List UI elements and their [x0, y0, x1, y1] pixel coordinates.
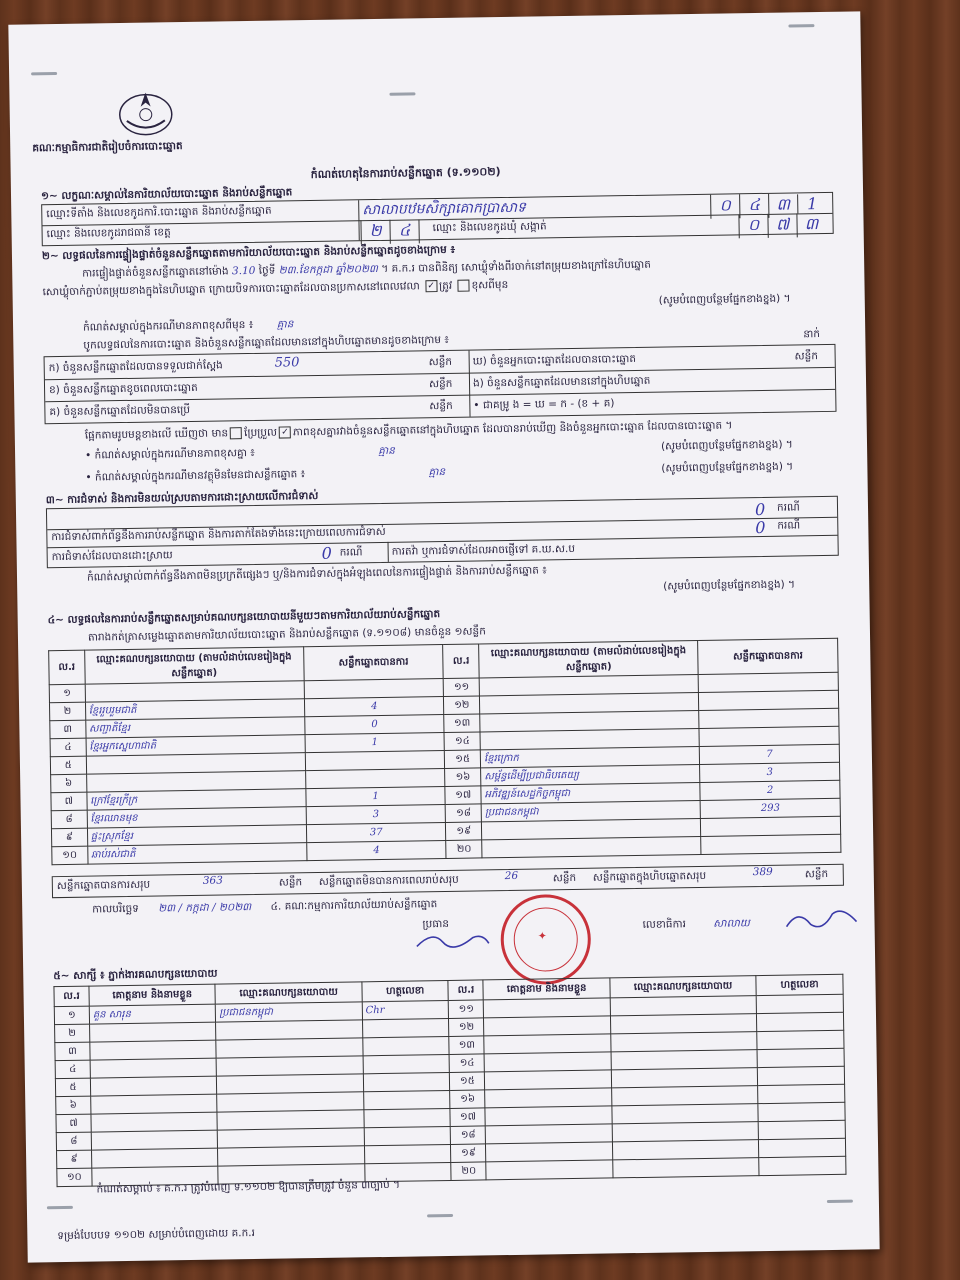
witness-signature: [758, 1084, 845, 1103]
row-number: ៣: [50, 720, 86, 739]
row-number: ១១: [444, 678, 480, 697]
location-value: សាលាបឋមសិក្សាគោកប្រាសាទ: [362, 199, 527, 219]
lock-line: សោឃ្លុំចាក់ភ្ជាប់តម្រុយខាងក្នុងនៃហិបឆ្នោត ក្រោយបិទការបោះឆ្នោតដែលបានប្រកាសនៅពេលវេលា ✓ ត្រូវ ខុសពីមុន: [42, 278, 509, 299]
witness-party: [610, 996, 757, 1016]
witness-signature: [364, 1126, 451, 1145]
section4-heading: ៤~ លទ្ធផលនៃការរាប់សន្លឹកឆ្នោតសម្រាប់គណបក្សនយោបាយនីមួយៗតាមការិយាល័យរាប់សន្លឹកឆ្នោត: [47, 608, 441, 627]
vote-count: 1: [305, 733, 445, 753]
row-number: ១២: [449, 1018, 484, 1037]
witness-party: [612, 1122, 759, 1142]
form-paper: គណៈកម្មាធិការជាតិរៀបចំការបោះឆ្នោត កំណត់ហេតុនៃការរាប់សន្លឹកឆ្នោត (ទ.១១០២) ១~ លក្ខណៈសម្គាល់នៃការិយាល័យបោះឆ្នោត និងរាប់សន្លឹកឆ្នោត ឈ្មោះទីតាំង និងលេខកូដការិ.បោះឆ្នោត និងរាប់សន្លឹកឆ្នោត សាលាបឋមសិក្សាគោកប្រាសាទ ឈ្មោះ និងលេខកូដរាជធានី ខេត្ត ០ ៤ ៣ 1 ០ ៧ ៣ ២ ៤ ឈ្មោះ និងលេខកូដឃុំ សង្កាត់ ២~ លទ្ធផលនៃការផ្ទៀងផ្ទាត់ចំនួនសន្លឹកឆ្នោតតាមការិយាល័យបោះឆ្នោត និងរាប់សន្លឹកឆ្នោតដូចខាងក្រោម ៖ ការផ្ទៀងផ្ទាត់ចំនួនសន្លឹកឆ្នោតនៅម៉ោង 3.10 ថ្ងៃទី ២៣.ខែកក្កដា ឆ្នាំ២០២៣ ។ គ.ក.រ បានពិនិត្យ សោឃ្លុំទាំងពីរចាក់នៅតម្រុយខាងក្រៅនៃហិបឆ្នោត សោឃ្លុំចាក់ភ្ជាប់តម្រុយខាងក្នុងនៃហិបឆ្នោត ក្រោយបិទការបោះឆ្នោតដែលបានប្រកាសនៅពេលវេលា ✓ ត្រូវ ខុសពីមុន (សូមបំពេញបន្ថែមផ្នែកខាងខ្នង) ។ កំណត់សម្គាល់ក្នុងករណីមានភាពខុសពីមុន ៖ គ្មាន បូកលទ្ធផលនៃការបោះឆ្នោត និងចំនួនសន្លឹកឆ្នោតដែលមាននៅក្នុងហិបឆ្នោតមានដូចខាងក្រោម ៖ នាក់ ក) ចំនួនសន្លឹកឆ្នោតដែលបានទទួលជាក់ស្តែង 550 សន្លឹក ខ) ចំនួនសន្លឹកឆ្នោតខូចពេលបោះឆ្នោត សន្លឹក គ) ចំនួនសន្លឹកឆ្នោតដែលមិនបានប្រើ សន្លឹក ឃ) ចំនួនអ្នកបោះឆ្នោតដែលបានបោះឆ្នោត សន្លឹក ង) ចំនួនសន្លឹកឆ្នោតដែលមាននៅក្នុងហិបឆ្នោត • ជាគម្រូ ង = ឃ = ក - (ខ + គ) ផ្អែកតាមរូបមន្តខាងលើ ឃើញថា មាន ប្រែប្រួល ✓ ភាពខុសគ្នារវាងចំនួនសន្លឹកឆ្នោតនៅក្នុងហិបឆ្នោត ដែលបានរាប់ឃើញ និងចំនួនអ្នកបោះឆ្នោត ដែលបានបោះឆ្នោត ។ • កំណត់សម្គាល់ក្នុងករណីមានភាពខុសគ្នា ៖ គ្មាន (សូមបំពេញបន្ថែមផ្នែកខាងខ្នង) ។ • កំណត់សម្គាល់ក្នុងករណីមានវត្ថុមិនមែនជាសន្លឹកឆ្នោត ៖ គ្មាន (សូមបំពេញបន្ថែមផ្នែកខាងខ្នង) ។ ៣~ ការជំទាស់ និងការមិនយល់ស្របតាមការដោះស្រាយលើការជំទាស់ ការជំទាស់ពាក់ព័ន្ធនឹងការរាប់សន្លឹកឆ្នោត និងការតាក់តែងទាំងនេះក្រោយពេលការជំទាស់ 0 ករណី 0 ករណី ការជំទាស់ដែលបានដោះស្រាយ 0 ករណី ការតវ៉ា ឬការជំទាស់ដែលអាចផ្ញើទៅ គ.ឃ.ស.ប កំណត់សម្គាល់ពាក់ព័ន្ធនឹងភាពមិនប្រក្រតីផ្សេងៗ ឬ/និងការជំទាស់ក្នុងអំឡុងពេលនៃការផ្ទៀងផ្ទាត់ និងការរាប់សន្លឹកឆ្នោត ៖ (សូមបំពេញបន្ថែមផ្នែកខាងខ្នង) ។ ៤~ លទ្ធផលនៃការរាប់សន្លឹកឆ្នោតសម្រាប់គណបក្សនយោបាយនីមួយៗតាមការិយាល័យរាប់សន្លឹកឆ្នោត តារាងកត់ត្រាសម្លេងឆ្នោតតាមការិយាល័យបោះឆ្នោត និងរាប់សន្លឹកឆ្នោត (ទ.១១០៨) មានចំនួន ១សន្លឹក ល.រ ឈ្មោះគណបក្សនយោបាយ (តាមលំដាប់លេខរៀងក្នុងសន្លឹកឆ្នោត) សន្លឹកឆ្នោតបានការ ល.រ ឈ្មោះគណបក្សនយោបាយ (តាមលំដាប់លេខរៀងក្នុងសន្លឹកឆ្នោត) សន្លឹកឆ្នោតបានការ ១ ១១ ២ ខ្មែររួបរួមជាតិ 4 ១២ ៣ សញ្ជាតិខ្មែរ 0 ១៣ ៤ ខ្មែរអ្នកស្នេហាជាតិ 1 ១៤ ៥ ១៥ ខ្មែរក្រោក 7 ៦ ១៦ សម្ព័ន្ធដើម្បីប្រជាធិបតេយ្យ 3 ៧ ក្រៅខ្មែរក្រីក្រ 1 ១៧ អភិវឌ្ឍន៍សេដ្ឋកិច្ចកម្ពុជា 2 ៨ ខ្មែរឈានមុខ 3 ១៨ ប្រជាជនកម្ពុជា 293 ៩ ផ្ទះស្រុកខ្មែរ 37 ១៩ ១០ ឆាប់រស់ជាតិ 4 ២០ សន្លឹកឆ្នោតបានការសរុប 363 សន្លឹក សន្លឹកឆ្នោតមិនបានការពេលរាប់សរុប 26 សន្លឹក សន្លឹកឆ្នោតក្នុងហិបឆ្នោតសរុប 389 សន្លឹក កាលបរិច្ឆេទ ២៣ / កក្កដា / ២០២៣ ៤. គណៈកម្មការការិយាល័យរាប់សន្លឹកឆ្នោត ប្រធាន ✦ លេខាធិការ សាលាយ ៥~ សាក្សី ៖ ភ្នាក់ងារគណបក្សនយោបាយ ល.រ គោត្តនាម និងនាមខ្លួន ឈ្មោះគណបក្សនយោបាយ ហត្ថលេខា ល.រ គោត្តនាម និងនាមខ្លួន ឈ្មោះគណបក្សនយោបាយ ហត្ថលេខា ១ គួន សារុន ប្រជាជនកម្ពុជា Chr ១១ ២ ១២ ៣ ១៣ ៤ ១៤ ៥ ១៥ ៦ ១៦ ៧ ១៧ ៨ ១៨ ៩ ១៩ ១០ ២០ កំណត់សម្គាល់ ៖ គ.ក.រ ត្រូវបំពេញ ទ.១១០២ ឱ្យបានត្រឹមត្រូវ ចំនួន ៣ច្បាប់ ។ ទម្រង់បែបបទ ១១០២ សម្រាប់បំពេញដោយ គ.ក.រ: [8, 11, 879, 1262]
secretary-line: លេខាធិការ សាលាយ: [642, 917, 750, 931]
witness-name: [484, 998, 611, 1018]
result-intro: បូកលទ្ធផលនៃការបោះឆ្នោត និងចំនួនសន្លឹកឆ្នោតដែលមាននៅក្នុងហិបឆ្នោតមានដូចខាងក្រោម ៖: [83, 333, 450, 352]
row-number: ៦: [56, 1096, 91, 1115]
row-number: ១២: [444, 696, 480, 715]
row-number: ៧: [51, 792, 87, 811]
row-number: ១៦: [445, 768, 481, 787]
witness-signature: [758, 1120, 845, 1139]
totals-row: សន្លឹកឆ្នោតបានការសរុប 363 សន្លឹក សន្លឹកឆ្នោតមិនបានការពេលរាប់សរុប 26 សន្លឹក សន្លឹកឆ្នោតក្នុងហិបឆ្នោតសរុប 389 សន្លឹក: [52, 864, 844, 898]
vote-count: 7: [700, 744, 840, 764]
witness-name: [486, 1142, 613, 1162]
vote-count: 0: [305, 715, 445, 735]
vote-count: [305, 769, 445, 789]
vote-count: [699, 690, 839, 710]
row-number: ១៥: [445, 750, 481, 769]
witness-party: [612, 1104, 759, 1124]
location-label: ឈ្មោះទីតាំង និងលេខកូដការិ.បោះឆ្នោត និងរាប់សន្លឹកឆ្នោត: [46, 204, 272, 221]
witness-name: [90, 1058, 217, 1078]
witness-party: [216, 1038, 363, 1058]
witness-party: [613, 1158, 760, 1178]
correct-checkbox[interactable]: ✓: [425, 280, 437, 292]
staple: [389, 92, 415, 95]
witness-party: [218, 1128, 365, 1148]
row-number: ១៩: [446, 822, 482, 841]
witness-party: [612, 1140, 759, 1160]
witness-party: [217, 1074, 364, 1094]
witness-name: [91, 1094, 218, 1114]
total-box: 389: [752, 865, 773, 879]
row-number: ៤: [55, 1060, 90, 1079]
witness-signature: [759, 1156, 846, 1175]
difference-remark: • កំណត់សម្គាល់ក្នុងករណីមានភាពខុសគ្នា ៖ គ្មាន: [85, 444, 395, 462]
fill-note: (សូមបំពេញបន្ថែមផ្នែកខាងខ្នង) ។: [658, 292, 791, 307]
witness-signature: [758, 1102, 845, 1121]
party-name: ខ្មែររួបរួមជាតិ: [85, 699, 304, 720]
row-number: ១៣: [449, 1036, 484, 1055]
row-number: ២: [49, 702, 85, 721]
president-label: ប្រធាន: [422, 917, 450, 931]
vote-count: 2: [700, 780, 840, 800]
objection-box: ការជំទាស់ពាក់ព័ន្ធនឹងការរាប់សន្លឹកឆ្នោត និងការតាក់តែងទាំងនេះក្រោយពេលការជំទាស់ 0 ករណី 0 ករណី ការជំទាស់ដែលបានដោះស្រាយ 0 ករណី ការតវ៉ា ឬការជំទាស់ដែលអាចផ្ញើទៅ គ.ឃ.ស.ប: [46, 496, 839, 568]
party-name: សម្ព័ន្ធដើម្បីប្រជាធិបតេយ្យ: [481, 764, 700, 785]
row-number: ១០: [52, 846, 88, 865]
row-number: ១៣: [444, 714, 480, 733]
staple: [788, 24, 814, 27]
witness-party: [217, 1110, 364, 1130]
party-name: ប្រជាជនកម្ពុជា: [481, 800, 700, 821]
witness-signature: [757, 1048, 844, 1067]
total-invalid: 26: [504, 869, 519, 883]
party-name: ឆាប់រស់ជាតិ: [87, 843, 306, 864]
witness-signature: [757, 1030, 844, 1049]
row-number: ១៨: [446, 804, 482, 823]
witness-party: [611, 1086, 758, 1106]
witness-signature: [362, 1018, 449, 1037]
results-table: ល.រ ឈ្មោះគណបក្សនយោបាយ (តាមលំដាប់លេខរៀងក្នុងសន្លឹកឆ្នោត) សន្លឹកឆ្នោតបានការ ល.រ ឈ្មោះគណបក្សនយោបាយ (តាមលំដាប់លេខរៀងក្នុងសន្លឹកឆ្នោត) សន្លឹកឆ្នោតបានការ ១ ១១ ២ ខ្មែររួបរួមជាតិ 4 ១២ ៣ សញ្ជាតិខ្មែរ 0 ១៣ ៤ ខ្មែរអ្នកស្នេហាជាតិ 1 ១៤ ៥ ១៥ ខ្មែរក្រោក 7 ៦ ១៦ សម្ព័ន្ធដើម្បីប្រជាធិបតេយ្យ 3 ៧ ក្រៅខ្មែរក្រីក្រ 1 ១៧ អភិវឌ្ឍន៍សេដ្ឋកិច្ចកម្ពុជា 2 ៨ ខ្មែរឈានមុខ 3 ១៨ ប្រជាជនកម្ពុជា 293 ៩ ផ្ទះស្រុកខ្មែរ 37 ១៩ ១០ ឆាប់រស់ជាតិ 4 ២០: [48, 638, 841, 865]
witness-name: [91, 1130, 218, 1150]
location-code: ០ ៤ ៣ 1: [710, 193, 826, 219]
verification-line: ការផ្ទៀងផ្ទាត់ចំនួនសន្លឹកឆ្នោតនៅម៉ោង 3.10 ថ្ងៃទី ២៣.ខែកក្កដា ឆ្នាំ២០២៣ ។ គ.ក.រ បានពិនិត្យ សោឃ្លុំទាំងពីរចាក់នៅតម្រុយខាងក្រៅនៃហិបឆ្នោត: [82, 258, 651, 280]
object-remark: • កំណត់សម្គាល់ក្នុងករណីមានវត្ថុមិនមែនជាសន្លឹកឆ្នោត ៖ គ្មាន: [85, 465, 446, 484]
witness-table: ល.រ គោត្តនាម និងនាមខ្លួន ឈ្មោះគណបក្សនយោបាយ ហត្ថលេខា ល.រ គោត្តនាម និងនាមខ្លួន ឈ្មោះគណបក្សនយោបាយ ហត្ថលេខា ១ គួន សារុន ប្រជាជនកម្ពុជា Chr ១១ ២ ១២ ៣ ១៣ ៤ ១៤ ៥ ១៥ ៦ ១៦ ៧ ១៧ ៨ ១៨ ៩ ១៩ ១០ ២០: [53, 974, 846, 1187]
witness-signature: [363, 1036, 450, 1055]
witness-signature: [363, 1090, 450, 1109]
row-number: ៣: [55, 1042, 90, 1061]
secretary-signature: [782, 901, 863, 936]
vote-count: [701, 816, 841, 836]
witness-name: [90, 1076, 217, 1096]
witness-party: [610, 1014, 757, 1034]
row-number: ៩: [57, 1150, 92, 1169]
row-number: ១: [54, 1006, 89, 1025]
witness-name: [485, 1070, 612, 1090]
witness-signature: [758, 1066, 845, 1085]
witness-party: [611, 1032, 758, 1052]
witness-name: [486, 1160, 613, 1180]
party-name: អភិវឌ្ឍន៍សេដ្ឋកិច្ចកម្ពុជា: [481, 782, 700, 803]
section3-heading: ៣~ ការជំទាស់ និងការមិនយល់ស្របតាមការដោះស្រាយលើការជំទាស់: [45, 489, 319, 507]
witness-party: [218, 1146, 365, 1166]
row-number: ៦: [51, 774, 87, 793]
vote-count: 293: [700, 798, 840, 818]
witness-name: [486, 1124, 613, 1144]
difference-note: កំណត់សម្គាល់ក្នុងករណីមានភាពខុសពីមុន ៖ គ្មាន: [83, 318, 294, 334]
staple: [31, 72, 57, 75]
row-number: ៨: [56, 1132, 91, 1151]
vote-count: [699, 708, 839, 728]
emblem-icon: [114, 84, 177, 139]
total-valid: 363: [202, 874, 223, 887]
row-number: ៥: [50, 756, 86, 775]
witness-note: កំណត់សម្គាល់ ៖ គ.ក.រ ត្រូវបំពេញ ទ.១១០២ ឱ្យបានត្រឹមត្រូវ ចំនួន ៣ច្បាប់ ។: [96, 1178, 401, 1196]
vote-count: [305, 751, 445, 771]
witness-name: [484, 1016, 611, 1036]
row-number: ១០: [57, 1168, 92, 1187]
witness-party: [216, 1020, 363, 1040]
row-number: ១៤: [450, 1054, 485, 1073]
witness-name: [89, 1022, 216, 1042]
staple: [47, 1206, 73, 1209]
party-name: ក្រៅខ្មែរក្រីក្រ: [87, 789, 306, 810]
vote-count: 37: [306, 822, 446, 842]
row-number: ១៨: [451, 1126, 486, 1145]
staple: [427, 1214, 453, 1217]
row-number: ១៥: [450, 1072, 485, 1091]
count-box: ក) ចំនួនសន្លឹកឆ្នោតដែលបានទទួលជាក់ស្តែង 550 សន្លឹក ខ) ចំនួនសន្លឹកឆ្នោតខូចពេលបោះឆ្នោត សន្លឹក គ) ចំនួនសន្លឹកឆ្នោតដែលមិនបានប្រើ សន្លឹក ឃ) ចំនួនអ្នកបោះឆ្នោតដែលបានបោះឆ្នោត សន្លឹក ង) ចំនួនសន្លឹកឆ្នោតដែលមាននៅក្នុងហិបឆ្នោត • ជាគម្រូ ង = ឃ = ក - (ខ + គ): [44, 344, 837, 424]
row-number: ៧: [56, 1114, 91, 1133]
vote-count: [701, 834, 841, 854]
party-name: ខ្មែរអ្នកស្នេហាជាតិ: [86, 735, 305, 756]
row-number: ២០: [446, 840, 482, 859]
witness-party: [611, 1050, 758, 1070]
party-name: ផ្ទះស្រុកខ្មែរ: [87, 825, 306, 846]
vote-count: [304, 679, 444, 699]
different-checkbox[interactable]: [457, 280, 469, 292]
row-number: ១៤: [444, 732, 480, 751]
witness-signature: Chr: [362, 1000, 449, 1019]
witness-name: [91, 1112, 218, 1132]
date-line: កាលបរិច្ឆេទ ២៣ / កក្កដា / ២០២៣ ៤. គណៈកម្មការការិយាល័យរាប់សន្លឹកឆ្នោត: [92, 898, 438, 916]
province-label: ឈ្មោះ និងលេខកូដរាជធានី ខេត្ត: [46, 226, 171, 241]
witness-name: [484, 1052, 611, 1072]
section1-heading: ១~ លក្ខណៈសម្គាល់នៃការិយាល័យបោះឆ្នោត និងរាប់សន្លឹកឆ្នោត: [40, 186, 293, 203]
received-value: 550: [274, 355, 300, 371]
witness-signature: [364, 1108, 451, 1127]
vote-count: [699, 726, 839, 746]
witness-name: [90, 1040, 217, 1060]
witness-party: [217, 1092, 364, 1112]
province-code: ២ ៤: [360, 219, 419, 244]
witness-party: ប្រជាជនកម្ពុជា: [216, 1002, 363, 1022]
witness-name: [484, 1034, 611, 1054]
commune-label: ឈ្មោះ និងលេខកូដឃុំ សង្កាត់: [432, 220, 547, 235]
witness-signature: [363, 1072, 450, 1091]
form-title: កំណត់ហេតុនៃការរាប់សន្លឹកឆ្នោត (ទ.១១០២): [310, 165, 501, 182]
row-number: ២: [55, 1024, 90, 1043]
section5-heading: ៥~ សាក្សី ៖ ភ្នាក់ងារគណបក្សនយោបាយ: [53, 967, 218, 983]
location-subcode: ០ ៧ ៣: [738, 213, 825, 238]
party-name: ខ្មែរក្រោក: [480, 746, 699, 767]
witness-party: [216, 1056, 363, 1076]
witness-signature: [757, 1012, 844, 1031]
vote-count: 3: [306, 804, 446, 824]
row-number: ៤: [50, 738, 86, 757]
agency-name: គណៈកម្មាធិការជាតិរៀបចំការបោះឆ្នោត: [32, 140, 183, 155]
section2-heading: ២~ លទ្ធផលនៃការផ្ទៀងផ្ទាត់ចំនួនសន្លឹកឆ្នោតតាមការិយាល័យបោះឆ្នោត និងរាប់សន្លឹកឆ្នោតដូចខាងក្រោម ៖: [41, 243, 456, 263]
witness-name: [485, 1106, 612, 1126]
party-name: សញ្ជាតិខ្មែរ: [85, 717, 304, 738]
tally-intro: តារាងកត់ត្រាសម្លេងឆ្នោតតាមការិយាល័យបោះឆ្នោត និងរាប់សន្លឹកឆ្នោត (ទ.១១០៨) មានចំនួន ១សន្លឹក: [87, 625, 486, 644]
row-number: ១៧: [445, 786, 481, 805]
witness-signature: [756, 994, 843, 1013]
row-number: ១៩: [451, 1144, 486, 1163]
vote-count: 3: [700, 762, 840, 782]
row-number: ៩: [51, 828, 87, 847]
witness-name: គួន សារុន: [89, 1004, 216, 1024]
witness-signature: [364, 1144, 451, 1163]
witness-signature: [759, 1138, 846, 1157]
official-stamp: ✦: [500, 894, 591, 985]
president-signature: [413, 927, 493, 954]
row-number: ៨: [51, 810, 87, 829]
irregularity-note: កំណត់សម្គាល់ពាក់ព័ន្ធនឹងភាពមិនប្រក្រតីផ្សេងៗ ឬ/និងការជំទាស់ក្នុងអំឡុងពេលនៃការផ្ទៀងផ្ទាត់ និងការរាប់សន្លឹកឆ្នោត ៖: [86, 564, 547, 584]
vote-count: [698, 672, 838, 692]
row-number: ២០: [451, 1162, 486, 1181]
row-number: ១: [49, 684, 85, 703]
staple: [827, 1200, 853, 1203]
vote-count: 4: [304, 697, 444, 717]
row-number: ១១: [449, 1000, 484, 1019]
formula-result: ផ្អែកតាមរូបមន្តខាងលើ ឃើញថា មាន ប្រែប្រួល ✓ ភាពខុសគ្នារវាងចំនួនសន្លឹកឆ្នោតនៅក្នុងហិបឆ្នោត ដែលបានរាប់ឃើញ និងចំនួនអ្នកបោះឆ្នោត ដែលបានបោះឆ្នោត ។: [84, 419, 733, 442]
party-name: ខ្មែរឈានមុខ: [87, 807, 306, 828]
witness-signature: [363, 1054, 450, 1073]
witness-party: [611, 1068, 758, 1088]
row-number: ១៦: [450, 1090, 485, 1109]
row-number: ៥: [55, 1078, 90, 1097]
witness-name: [485, 1088, 612, 1108]
row-number: ១៧: [450, 1108, 485, 1127]
vote-count: 4: [307, 840, 447, 860]
form-footer: ទម្រង់បែបបទ ១១០២ សម្រាប់បំពេញដោយ គ.ក.រ: [57, 1227, 255, 1243]
party-name: [482, 836, 701, 857]
vote-count: 1: [306, 786, 446, 806]
witness-name: [91, 1148, 218, 1168]
